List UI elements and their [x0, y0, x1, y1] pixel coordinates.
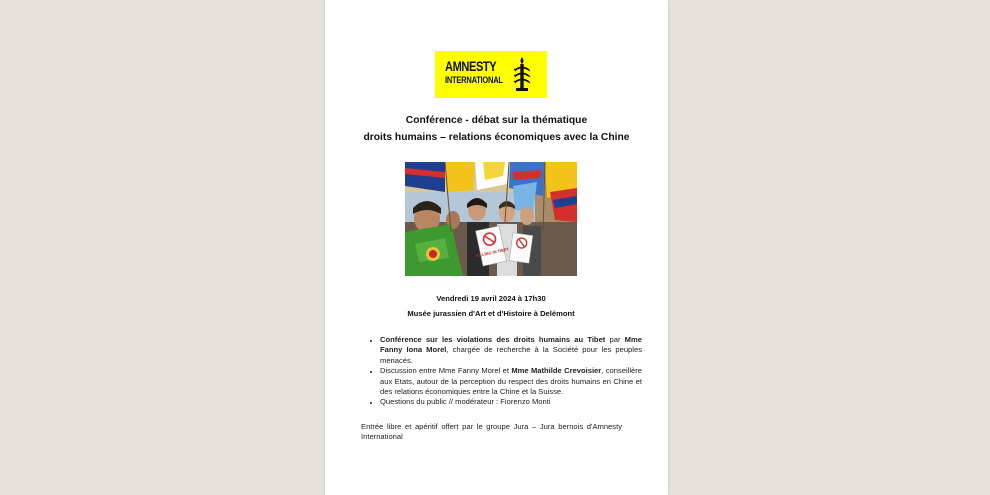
candle-in-barbed-wire-icon: [512, 56, 532, 92]
footer-note: Entrée libre et apéritif offert par le groupe Jura – Jura bernois d'Amnesty International: [361, 422, 622, 442]
program-item-text: Questions du public // modérateur : Fiorenzo Monti: [380, 397, 551, 407]
title-line-2: droits humains – relations économiques avec la Chine: [363, 132, 630, 143]
program-item-text: , conseillère aux Etats, autour de la perception du respect des droits humains en Chine et des relations économiques entre la Chine et la Suisse.: [380, 366, 642, 397]
logo-line-international: INTERNATIONAL: [445, 74, 503, 85]
title-line-1: Conférence - débat sur la thématique: [405, 115, 588, 126]
program-item-speaker: Mme Fanny Iona Morel: [380, 335, 642, 355]
program-item-text: par: [605, 335, 625, 344]
event-date: Vendredi 19 avril 2024 à 17h30: [436, 294, 546, 303]
program-item-text: , chargée de recherche à la Société pour les peuples menacés.: [380, 345, 642, 365]
protest-photo-illustration: [405, 162, 577, 276]
protest-photo: [405, 162, 577, 276]
program-item: [380, 335, 642, 366]
amnesty-logo: [435, 51, 547, 98]
document-page: [325, 0, 668, 495]
logo-wordmark: [445, 60, 507, 85]
program-item-lead: Conférence sur les violations des droits humains au Tibet: [380, 335, 606, 344]
program-item-speaker: Mme Mathilde Crevoisier: [511, 366, 602, 376]
program-item-text: Discussion entre Mme Fanny Morel et: [380, 366, 512, 376]
program-item: [380, 366, 642, 397]
program-item: [380, 397, 642, 407]
sign-text: KILLING IN TIBET: [475, 246, 510, 259]
logo-line-amnesty: AMNESTY: [445, 59, 497, 74]
event-venue: Musée jurassien d'Art et d'Histoire à Delémont: [407, 309, 575, 318]
program-list: [360, 335, 642, 408]
